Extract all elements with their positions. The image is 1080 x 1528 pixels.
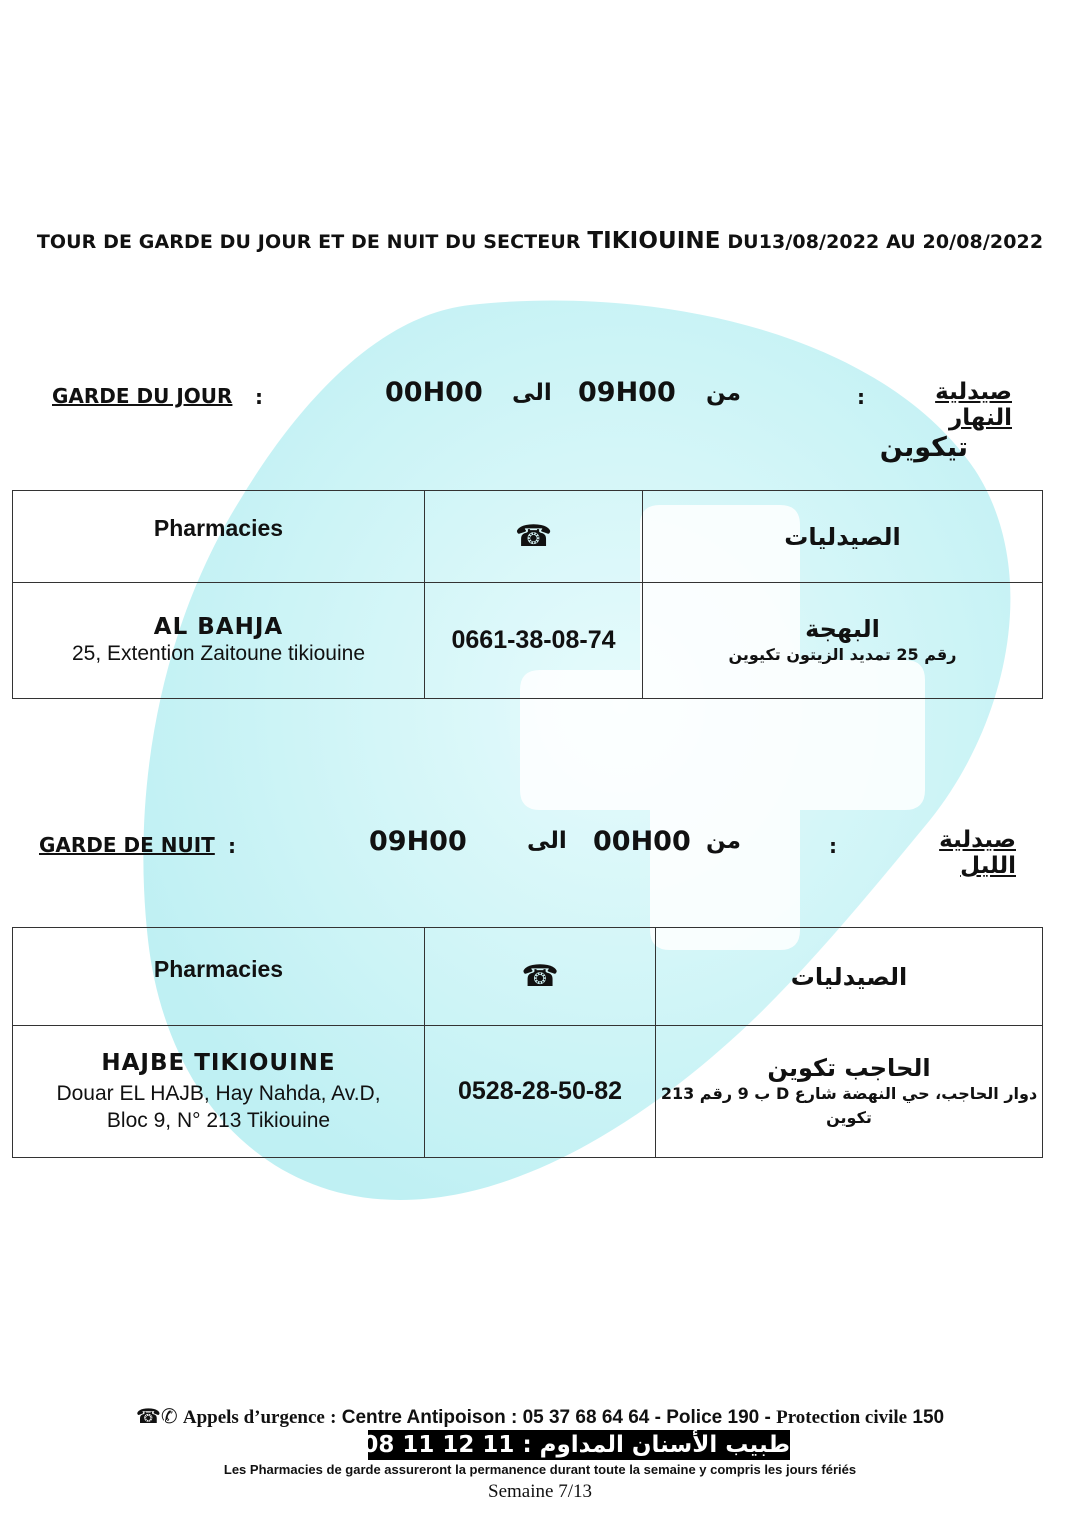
day-city-ar: تيكوين [879, 432, 968, 463]
title-dates: DU13/08/2022 AU 20/08/2022 [727, 231, 1044, 253]
day-to-ar: الى [512, 380, 552, 406]
pharmacy-address-ar-line1: دوار الحاجب، حي النهضة شارع D ب 9 رقم 213 [660, 1083, 1038, 1103]
day-colon-ar: : [857, 385, 865, 409]
pharmacy-phone[interactable]: 0661-38-08-74 [451, 626, 616, 654]
col-header-pharmacies-ar [656, 928, 1043, 1026]
pharmacy-cell-fr [13, 1026, 425, 1158]
pharmacy-name: HAJBE TIKIOUINE [101, 1049, 336, 1076]
col-header-pharmacies [13, 491, 425, 583]
pharmacy-address-ar-line2: تكوين [826, 1107, 872, 1127]
col-header-pharmacies-ar-label: الصيدليات [790, 962, 908, 991]
pharmacy-phone-cell [425, 583, 643, 699]
night-from-ar: من [706, 828, 741, 854]
pharmacy-name: AL BAHJA [153, 614, 284, 640]
phone-icon: ☎ [521, 960, 559, 993]
night-time-to: 09H00 [369, 826, 467, 857]
col-header-phone [425, 928, 656, 1026]
antipoison-number: Centre Antipoison : 05 37 68 64 64 - [341, 1407, 661, 1428]
day-label-ar: صيدلية النهار [935, 379, 1012, 431]
night-to-ar: الى [527, 828, 567, 854]
protection-civile-label: Protection civile [776, 1407, 908, 1428]
emergency-colon: : [330, 1407, 337, 1428]
day-from-ar: من [706, 380, 741, 406]
pharmacy-cell-fr [13, 583, 425, 699]
pharmacy-cell-ar [643, 583, 1043, 699]
emergency-line [0, 1404, 1080, 1429]
phone-icon: ☎ [514, 520, 553, 553]
day-colon-fr: : [255, 385, 263, 409]
night-time-from: 00H00 [593, 826, 691, 857]
night-label-fr: GARDE DE NUIT [39, 833, 215, 857]
dentist-on-call-banner: طبيب الأسنان المداوم : 11 12 11 08 06 [322, 1432, 790, 1458]
night-pharmacy-table [12, 927, 1043, 1158]
protection-civile-number: 150 [912, 1407, 945, 1428]
col-header-pharmacies-ar [643, 491, 1043, 583]
col-header-phone [425, 491, 643, 583]
col-header-pharmacies-label: Pharmacies [153, 956, 284, 982]
permanence-notice: Les Pharmacies de garde assureront la permanence durant toute la semaine y compris les jours fériés [223, 1462, 857, 1477]
title-prefix: TOUR DE GARDE DU JOUR ET DE NUIT DU SECTEUR [36, 231, 581, 253]
pharmacy-address: 25, Extention Zaitoune tikiouine [71, 642, 366, 665]
day-time-from: 09H00 [578, 377, 676, 408]
pharmacy-address-ar: رقم 25 تمديد الزيتون تكيوين [728, 644, 957, 664]
pharmacy-phone-cell [425, 1026, 656, 1158]
sector-name: TIKIOUINE [587, 228, 721, 254]
day-pharmacy-table [12, 490, 1043, 699]
pharmacy-address-line2: Bloc 9, N° 213 Tikiouine [106, 1108, 331, 1132]
page-title [0, 228, 1080, 254]
night-colon-ar: : [829, 834, 837, 858]
col-header-pharmacies [13, 928, 425, 1026]
phone-alert-icon: ☎✆ [135, 1406, 178, 1428]
table-header-row [13, 928, 1043, 1026]
night-label-ar: صيدلية الليل [939, 827, 1016, 879]
table-row [13, 583, 1043, 699]
table-header-row [13, 491, 1043, 583]
col-header-pharmacies-label: Pharmacies [153, 515, 284, 541]
police-number: Police 190 - [666, 1407, 771, 1428]
day-time-to: 00H00 [385, 377, 483, 408]
emergency-label: Appels d’urgence [182, 1407, 325, 1428]
col-header-pharmacies-ar-label: الصيدليات [784, 522, 901, 551]
week-number: Semaine 7/13 [488, 1481, 592, 1502]
pharmacy-cell-ar [656, 1026, 1043, 1158]
day-label-fr: GARDE DU JOUR [52, 384, 233, 408]
pharmacy-address-line1: Douar EL HAJB, Hay Nahda, Av.D, [56, 1081, 381, 1105]
table-row [13, 1026, 1043, 1158]
pharmacy-phone[interactable]: 0528-28-50-82 [457, 1077, 622, 1105]
pharmacy-name-ar: الحاجب تكوين [767, 1053, 931, 1082]
pharmacy-name-ar: البهجة [805, 614, 880, 643]
night-colon-fr: : [228, 834, 236, 858]
